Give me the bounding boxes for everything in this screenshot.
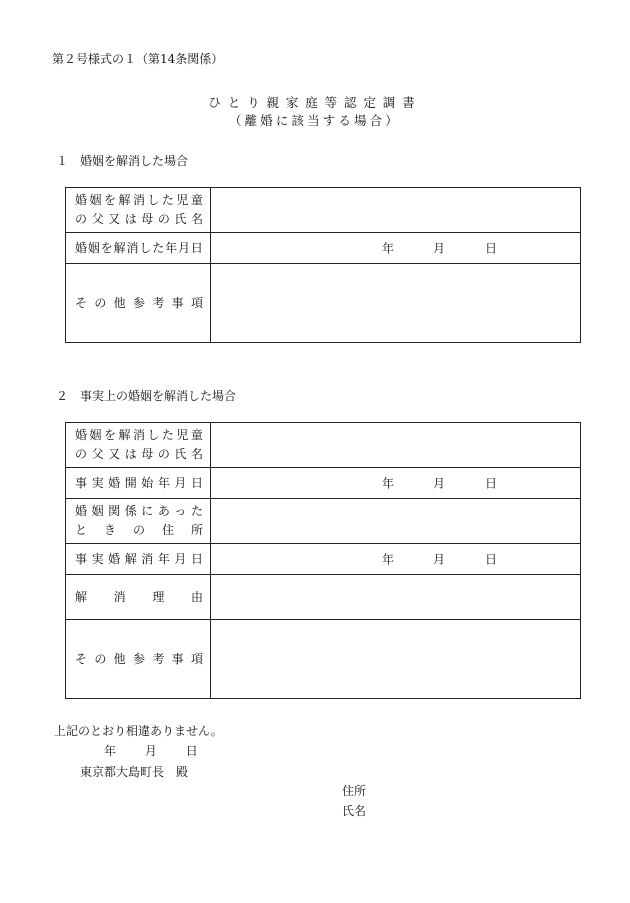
label-line: 婚 姻 を 解 消 し た 年 月 日 xyxy=(75,240,203,255)
month-unit: 月 xyxy=(144,744,157,758)
year-unit: 年 xyxy=(382,552,395,567)
form-number: 第２号様式の１（第14条関係） xyxy=(52,52,224,66)
day-unit: 日 xyxy=(485,552,498,567)
row-label xyxy=(66,544,211,575)
parent-name-field[interactable] xyxy=(211,188,581,233)
other-notes-field[interactable] xyxy=(211,620,581,699)
year-unit: 年 xyxy=(104,744,117,758)
address-label: 住所 xyxy=(342,784,367,798)
section1-table xyxy=(65,187,581,343)
table-row xyxy=(66,544,581,575)
label-line: と き の 住 所 xyxy=(75,523,203,537)
cohabitation-end-date-field[interactable] xyxy=(211,544,581,575)
dissolution-reason-field[interactable] xyxy=(211,575,581,620)
row-label xyxy=(66,468,211,499)
day-unit: 日 xyxy=(485,241,498,256)
label-line: 解 消 理 由 xyxy=(75,589,203,604)
row-label xyxy=(66,264,211,343)
label-line: 事 実 婚 開 始 年 月 日 xyxy=(75,475,203,490)
section1-heading: １ 婚姻を解消した場合 xyxy=(56,154,189,168)
row-label xyxy=(66,575,211,620)
label-line: そ の 他 参 考 事 項 xyxy=(75,295,203,310)
year-unit: 年 xyxy=(382,241,395,256)
row-label xyxy=(66,620,211,699)
row-label xyxy=(66,499,211,544)
section2-heading: ２ 事実上の婚姻を解消した場合 xyxy=(56,389,237,403)
section2-table xyxy=(65,422,581,699)
declaration-statement: 上記のとおり相違ありません。 xyxy=(54,724,223,738)
month-unit: 月 xyxy=(433,476,446,491)
document-subtitle: （離婚に該当する場合） xyxy=(229,113,401,128)
day-unit: 日 xyxy=(485,476,498,491)
row-label xyxy=(66,188,211,233)
month-unit: 月 xyxy=(433,241,446,256)
parent-name-field[interactable] xyxy=(211,423,581,468)
row-label xyxy=(66,423,211,468)
table-row xyxy=(66,499,581,544)
table-row xyxy=(66,233,581,264)
document-title: ひとり親家庭等認定調書 xyxy=(208,95,422,110)
label-line: 婚 姻 を 解 消 し た 児 童 xyxy=(75,428,203,442)
year-unit: 年 xyxy=(382,476,395,491)
table-row xyxy=(66,264,581,343)
cohabitation-start-date-field[interactable] xyxy=(211,468,581,499)
label-line: の 父 又 は 母 の 氏 名 xyxy=(75,447,203,461)
name-label: 氏名 xyxy=(342,804,367,818)
label-line: の 父 又 は 母 の 氏 名 xyxy=(75,212,203,226)
table-row xyxy=(66,468,581,499)
table-row xyxy=(66,423,581,468)
row-label xyxy=(66,233,211,264)
table-row xyxy=(66,575,581,620)
table-row xyxy=(66,188,581,233)
label-line: 婚 姻 を 解 消 し た 児 童 xyxy=(75,193,203,207)
other-notes-field[interactable] xyxy=(211,264,581,343)
label-line: 事 実 婚 解 消 年 月 日 xyxy=(75,551,203,566)
label-line: そ の 他 参 考 事 項 xyxy=(75,651,203,666)
declaration-date xyxy=(104,742,223,759)
day-unit: 日 xyxy=(185,744,198,758)
month-unit: 月 xyxy=(433,552,446,567)
shared-address-field[interactable] xyxy=(211,499,581,544)
divorce-date-field[interactable] xyxy=(211,233,581,264)
label-line: 婚 姻 関 係 に あ っ た xyxy=(75,504,203,518)
table-row xyxy=(66,620,581,699)
recipient: 東京都大島町長 殿 xyxy=(80,765,189,779)
